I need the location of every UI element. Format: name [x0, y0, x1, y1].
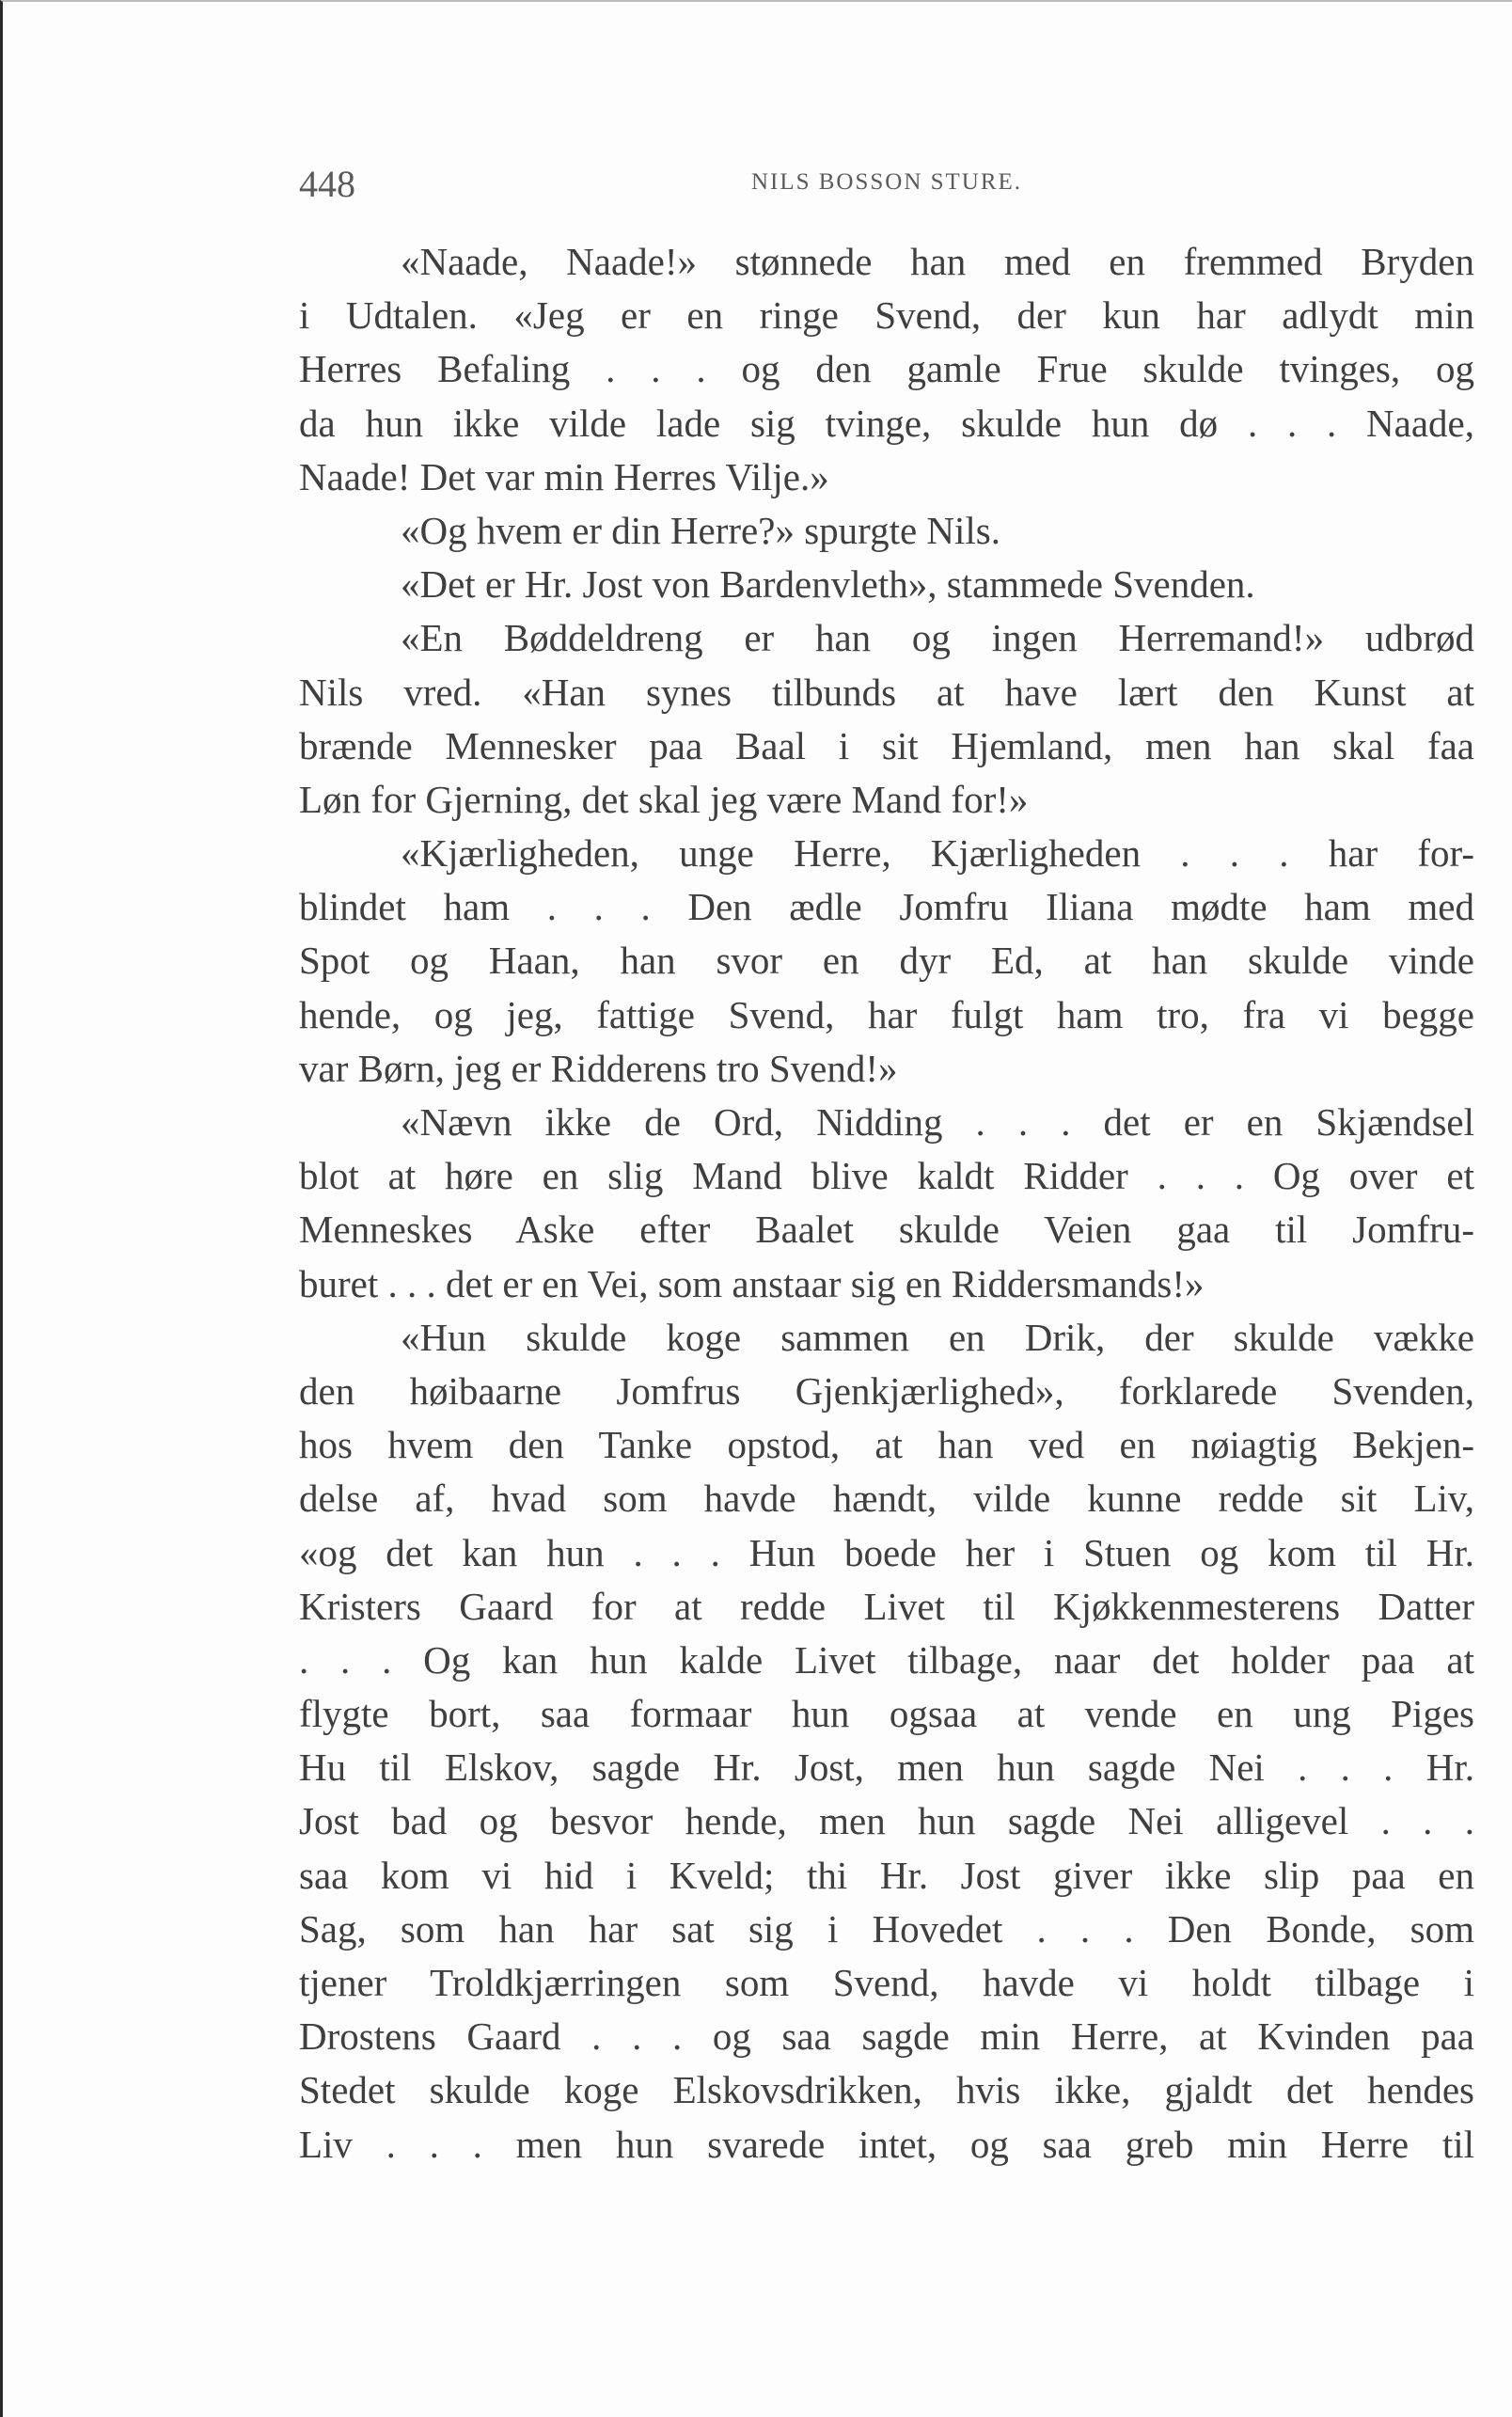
page-header	[299, 162, 1474, 209]
text-line: hende, og jeg, fattige Svend, har fulgt ham tro, fra vi begge	[299, 992, 1474, 1036]
text-line: Liv . . . men hun svarede intet, og saa greb min Herre til	[299, 2122, 1474, 2166]
text-line: den høibaarne Jomfrus Gjenkjærlighed», forklarede Svenden,	[299, 1368, 1474, 1413]
text-line: Løn for Gjerning, det skal jeg være Mand for!»	[299, 777, 1029, 821]
text-line: flygte bort, saa formaar hun ogsaa at vende en ung Piges	[299, 1692, 1474, 1736]
text-line: «En Bøddeldreng er han og ingen Herremand!» udbrød	[401, 616, 1474, 660]
text-line: «Hun skulde koge sammen en Drik, der skulde vække	[401, 1315, 1474, 1359]
text-line: Stedet skulde koge Elskovsdrikken, hvis ikke, gjaldt det hendes	[299, 2068, 1474, 2112]
text-line: «Kjærligheden, unge Herre, Kjærligheden . . . har for-	[401, 831, 1474, 876]
text-line: delse af, hvad som havde hændt, vilde kunne redde sit Liv,	[299, 1477, 1474, 1521]
text-line: da hun ikke vilde lade sig tvinge, skulde hun dø . . . Naade,	[299, 401, 1474, 445]
text-line: Spot og Haan, han svor en dyr Ed, at han skulde vinde	[299, 939, 1474, 983]
text-line: tjener Troldkjærringen som Svend, havde vi holdt tilbage i	[299, 1961, 1474, 2004]
running-title: NILS BOSSON STURE.	[750, 169, 1023, 195]
text-line: buret . . . det er en Vei, som anstaar sig en Riddersmands!»	[299, 1261, 1205, 1305]
text-line: «Og hvem er din Herre?» spurgte Nils.	[401, 508, 1001, 552]
page-number: 448	[299, 163, 355, 205]
text-line: Drostens Gaard . . . og saa sagde min Herre, at Kvinden paa	[299, 2014, 1474, 2059]
text-line: «Naade, Naade!» stønnede han med en fremmed Bryden	[401, 240, 1474, 283]
text-line: Kristers Gaard for at redde Livet til Kjøkkenmesterens Datter	[299, 1584, 1474, 1628]
text-line: brænde Mennesker paa Baal i sit Hjemland, men han skal faa	[299, 723, 1474, 767]
text-line: . . . Og kan hun kalde Livet tilbage, naar det holder paa at	[299, 1637, 1474, 1682]
text-line: var Børn, jeg er Ridderens tro Svend!»	[299, 1046, 898, 1090]
text-line: Jost bad og besvor hende, men hun sagde Nei alligevel . . .	[299, 1799, 1474, 1843]
text-line: blindet ham . . . Den ædle Jomfru Iliana mødte ham med	[299, 885, 1474, 929]
text-line: Nils vred. «Han synes tilbunds at have lært den Kunst at	[299, 670, 1474, 714]
text-line: Sag, som han har sat sig i Hovedet . . . Den Bonde, som	[299, 1906, 1474, 1951]
text-line: «og det kan hun . . . Hun boede her i Stuen og kom til Hr.	[299, 1530, 1474, 1574]
text-line: «Nævn ikke de Ord, Nidding . . . det er en Skjændsel	[401, 1100, 1474, 1144]
text-line: blot at høre en slig Mand blive kaldt Ridder . . . Og over et	[299, 1154, 1474, 1198]
body-text	[299, 235, 1474, 2172]
text-line: Herres Befaling . . . og den gamle Frue skulde tvinges, og	[299, 347, 1474, 391]
text-line: Menneskes Aske efter Baalet skulde Veien gaa til Jomfru-	[299, 1208, 1474, 1252]
text-line: hos hvem den Tanke opstod, at han ved en nøiagtig Bekjen-	[299, 1423, 1474, 1467]
text-line: Hu til Elskov, sagde Hr. Jost, men hun sagde Nei . . . Hr.	[299, 1746, 1474, 1790]
text-line: i Udtalen. «Jeg er en ringe Svend, der kun har adlydt min	[299, 293, 1474, 338]
text-line: saa kom vi hid i Kveld; thi Hr. Jost giver ikke slip paa en	[299, 1853, 1474, 1897]
text-line: Naade! Det var min Herres Vilje.»	[299, 454, 829, 498]
text-line: «Det er Hr. Jost von Bardenvleth», stammede Svenden.	[401, 562, 1255, 607]
